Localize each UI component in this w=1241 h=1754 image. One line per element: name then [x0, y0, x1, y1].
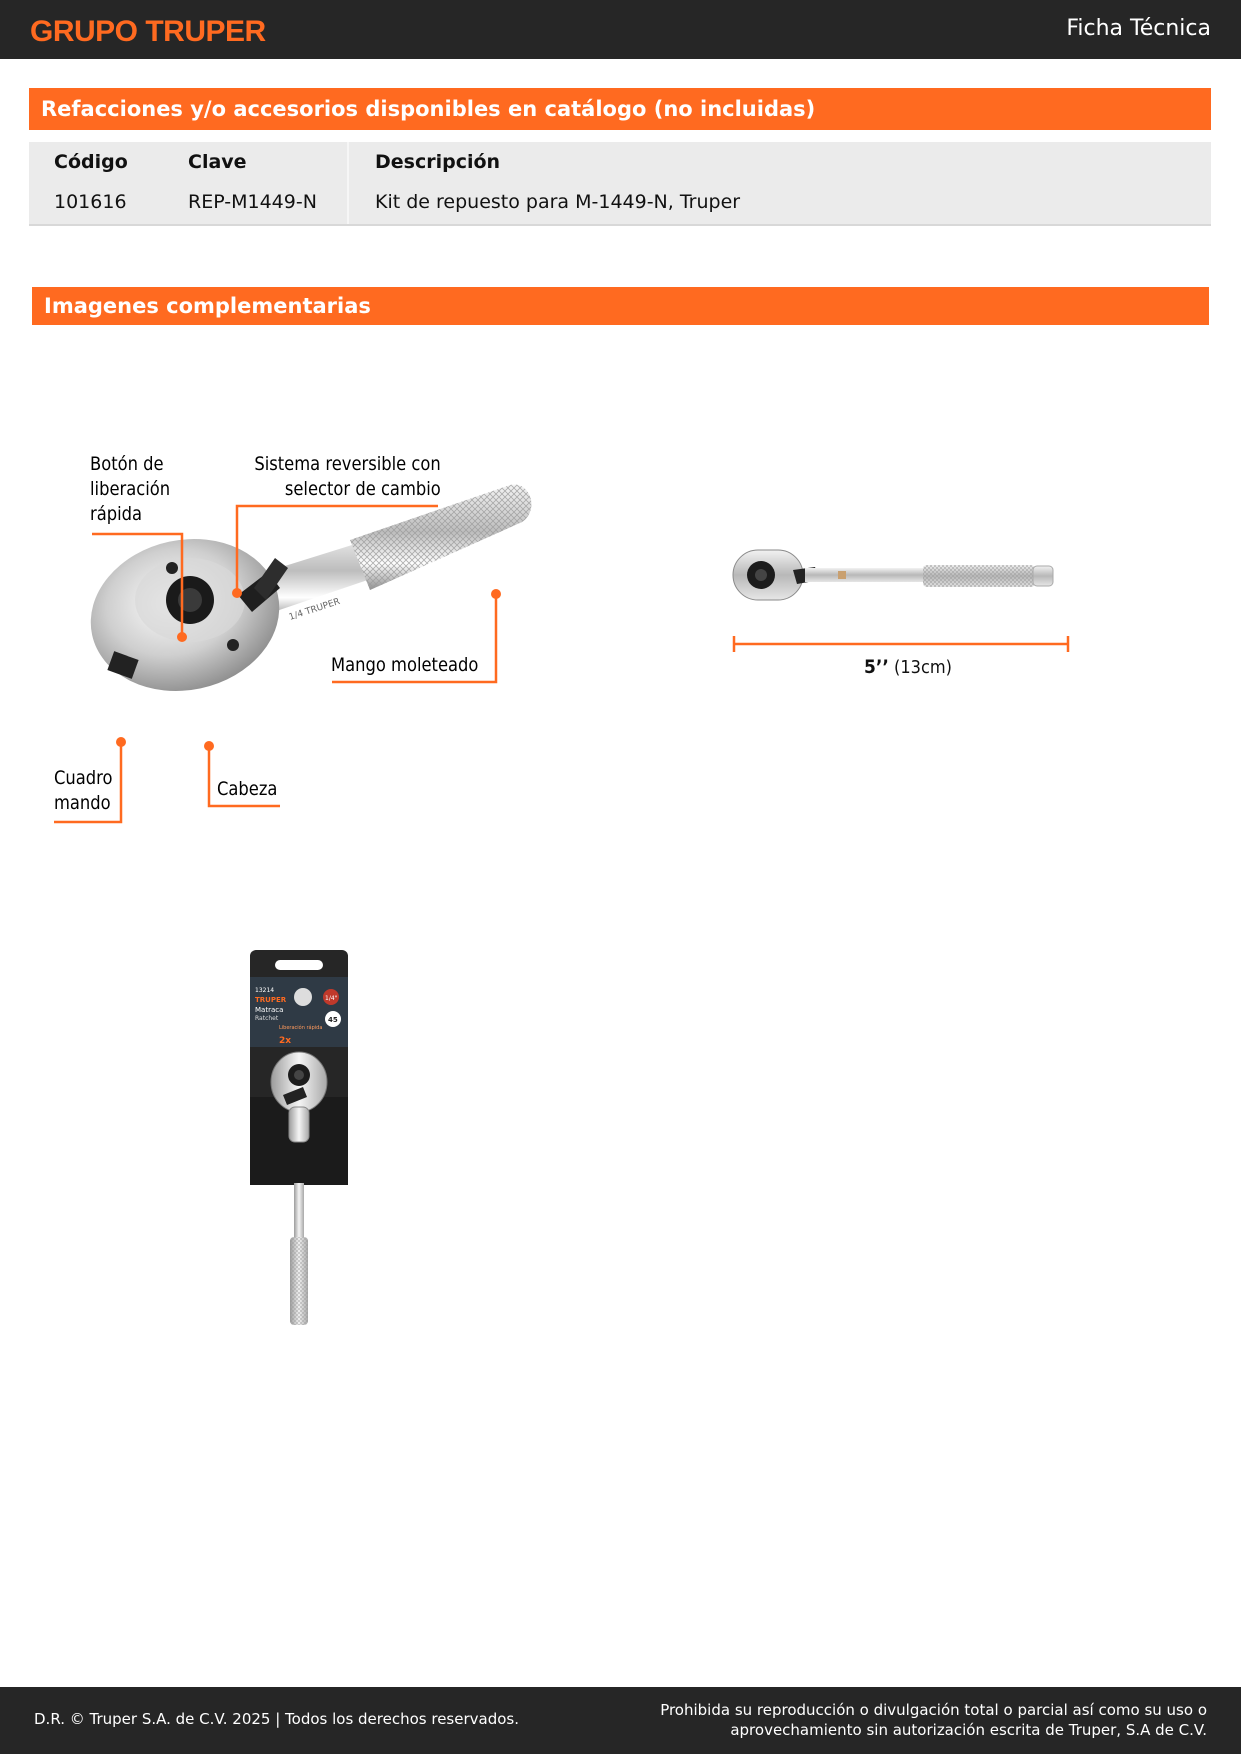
footer-bar [0, 1687, 1241, 1754]
dimension-label [864, 655, 952, 680]
callout-head: Cabeza [217, 778, 278, 800]
column-header-codigo: Código [54, 151, 128, 173]
document-type-title: Ficha Técnica [1066, 16, 1211, 41]
accessories-section-title: Refacciones y/o accesorios disponibles en catálogo (no incluidas) [29, 88, 1211, 130]
complementary-images-title: Imagenes complementarias [32, 287, 1209, 325]
packaged-ratchet-figure [245, 947, 355, 1337]
engraving-text: 1/4 TRUPER [287, 596, 342, 623]
package-teeth: 45 [328, 1016, 338, 1024]
column-header-clave: Clave [188, 151, 247, 173]
ratchet-dimension-figure [725, 540, 1075, 660]
column-header-descripcion: Descripción [375, 151, 501, 173]
callout-release-button: Botón de liberación rápida [90, 453, 171, 525]
column-divider [347, 142, 349, 224]
ratchet-side-drawing [733, 550, 1053, 600]
dimension-cm: (13cm) [894, 657, 953, 678]
package-drive: 1/4" [325, 995, 338, 1002]
row-clave: REP-M1449-N [188, 191, 317, 213]
package-code: 13214 [255, 987, 275, 994]
package-brand: TRUPER [255, 996, 287, 1004]
dimension-inches: 5’’ [864, 656, 889, 678]
top-header-bar [0, 0, 1241, 59]
callout-reversible-system: Sistema reversible con selector de cambio [254, 453, 441, 500]
package-name-en: Ratchet [255, 1015, 279, 1022]
package-multiplier: 2x [279, 1036, 292, 1046]
callout-square-drive: Cuadro mando [54, 767, 113, 814]
package-feature: Liberación rápida [279, 1025, 323, 1031]
row-descripcion: Kit de repuesto para M-1449-N, Truper [375, 191, 741, 213]
packaged-ratchet [271, 1052, 327, 1325]
brand-logo: GRUPO TRUPER [30, 15, 266, 48]
disclaimer-text: Prohibida su reproducción o divulgación total o parcial así como su uso o aprovechamiento sin autorización escrita de Truper, S.A de C.V. [660, 1701, 1207, 1739]
dimension-line [734, 636, 1068, 652]
callout-knurled-handle: Mango moleteado [331, 654, 479, 676]
copyright-text: D.R. © Truper S.A. de C.V. 2025 | Todos los derechos reservados. [34, 1710, 519, 1728]
package-name-es: Matraca [255, 1006, 284, 1014]
row-codigo: 101616 [54, 191, 127, 213]
